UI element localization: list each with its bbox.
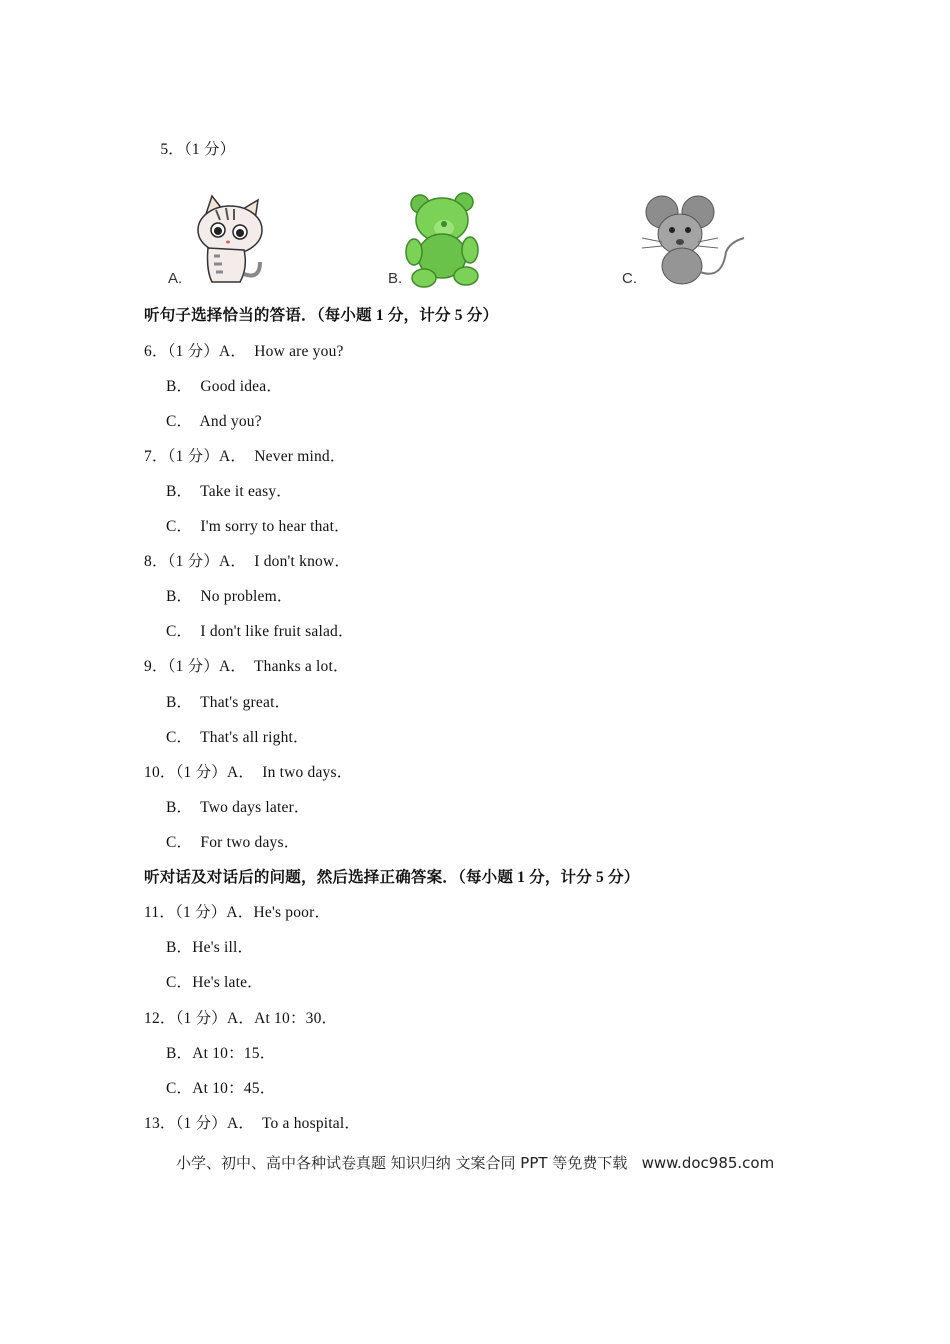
question-8-option-a: 8．（1 分）A． I don't know． [144,553,351,570]
question-11-option-a: 11．（1 分）A．He's poor． [144,904,331,921]
question-6-option-b: B． Good idea． [166,378,283,395]
teddy-bear-icon [388,190,518,290]
question-score: （1 分） [183,141,236,158]
question-6-option-c: C． And you? [166,413,262,430]
question-10-option-a: 10．（1 分）A． In two days． [144,764,353,781]
question-9-option-b: B． That's great． [166,694,291,711]
question-9-option-c: C． That's all right． [166,729,309,746]
page-footer: 小学、初中、高中各种试卷真题 知识归纳 文案合同 PPT 等免费下载 www.doc985.com [176,1154,775,1172]
option-b-label: B. [388,270,403,287]
question-9-option-a: 9．（1 分）A． Thanks a lot． [144,658,349,675]
option-c-image [622,190,752,290]
option-a-image [168,190,298,290]
question-11-option-c: C．He's late． [166,974,263,991]
question-5 [144,119,235,177]
question-12-option-c: C．At 10：45． [166,1080,276,1097]
section-heading-listening-responses: 听句子选择恰当的答语．（每小题 1 分，计分 5 分） [144,307,499,324]
question-10-option-b: B． Two days later． [166,799,310,816]
cat-icon [168,190,298,290]
question-7-option-a: 7．（1 分）A． Never mind． [144,448,346,465]
section-heading-listening-dialogues: 听对话及对话后的问题，然后选择正确答案．（每小题 1 分，计分 5 分） [144,869,640,886]
question-8-option-c: C． I don't like fruit salad． [166,623,354,640]
mouse-icon [622,190,752,290]
question-number: 5． [160,141,184,158]
question-10-option-c: C． For two days． [166,834,300,851]
option-a-label: A. [168,270,183,287]
question-12-option-a: 12．（1 分）A．At 10：30． [144,1010,338,1027]
question-8-option-b: B． No problem． [166,588,293,605]
question-7-option-b: B． Take it easy． [166,483,293,500]
question-11-option-b: B．He's ill． [166,939,254,956]
question-6-option-a: 6．（1 分）A． How are you? [144,343,344,360]
option-c-label: C. [622,270,637,287]
option-b-image [388,190,518,290]
question-7-option-c: C． I'm sorry to hear that． [166,518,350,535]
question-12-option-b: B．At 10：15． [166,1045,276,1062]
question-13-option-a: 13．（1 分）A． To a hospital． [144,1115,361,1132]
